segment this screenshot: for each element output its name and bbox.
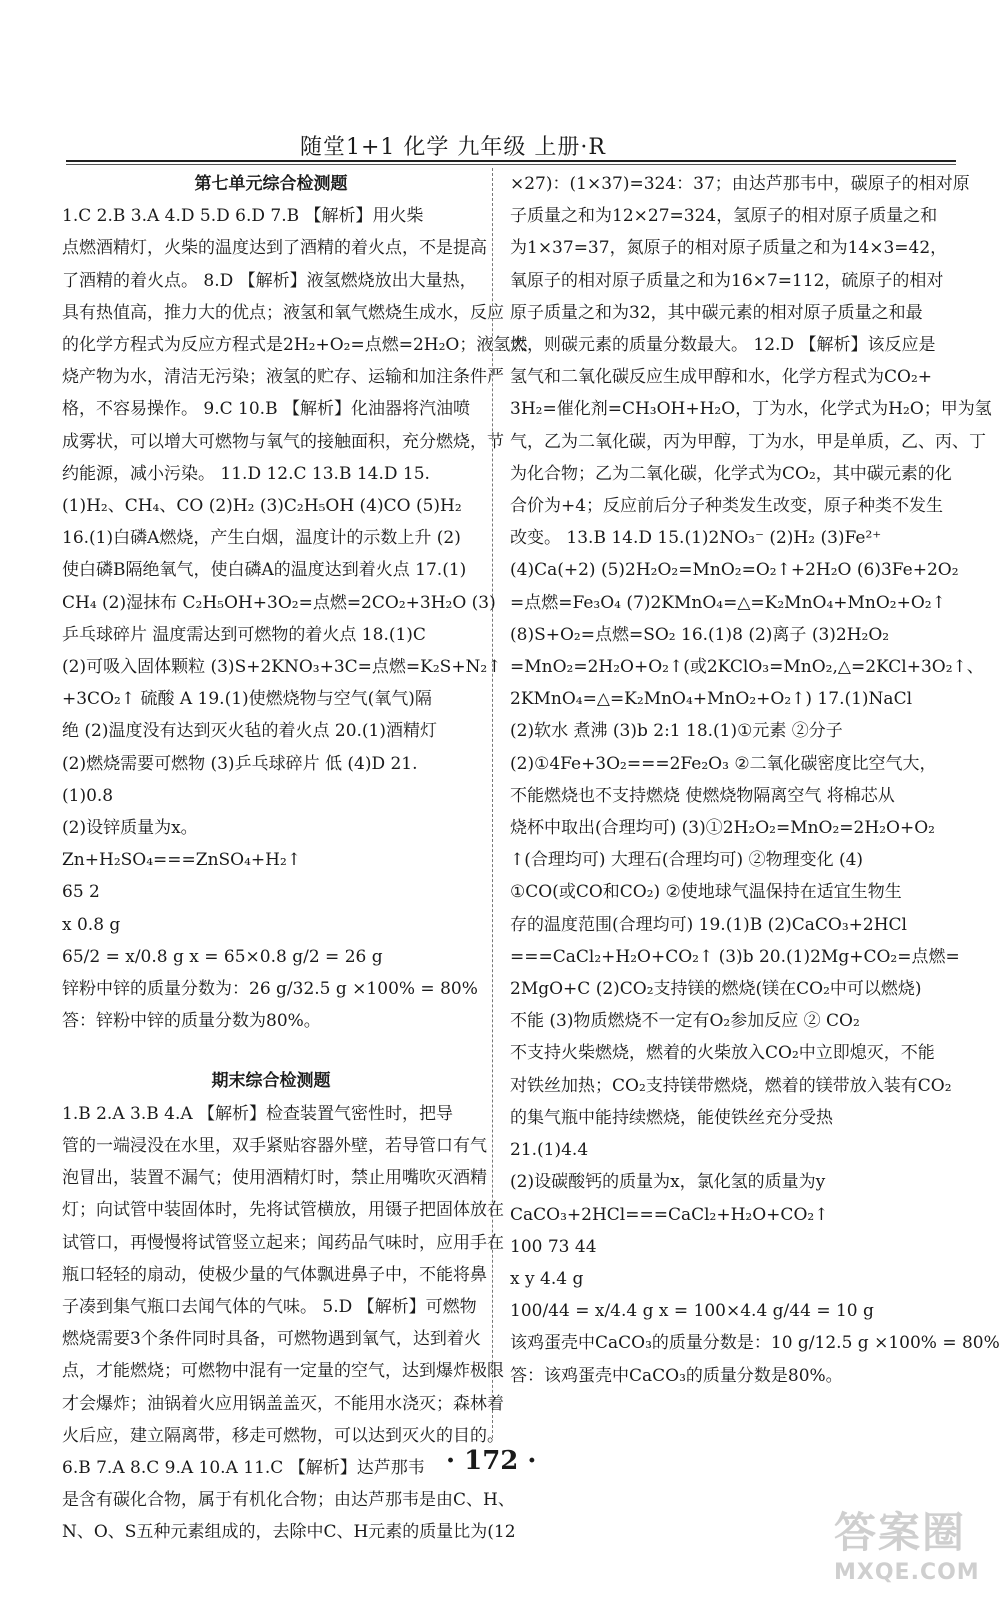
text-line: 原子质量之和为32，其中碳元素的相对原子质量之和最 <box>510 302 923 323</box>
text-line: 不能燃烧也不支持燃烧 使燃烧物隔离空气 将棉芯从 <box>510 785 895 806</box>
text-line: x 0.8 g <box>62 914 121 935</box>
text-line: 子质量之和为12×27=324，氢原子的相对原子质量之和 <box>510 206 938 227</box>
text-line: 2KMnO₄=△=K₂MnO₄+MnO₂+O₂↑) 17.(1)NaCl <box>510 689 913 710</box>
text-line: 存的温度范围(合理均可) 19.(1)B (2)CaCO₃+2HCl <box>510 914 907 935</box>
text-line: 是含有碳化合物，属于有机化合物；由达芦那韦是由C、H、 <box>62 1490 515 1511</box>
page-number: · 172 · <box>446 1446 537 1476</box>
text-line: (2)软水 煮沸 (3)b 2:1 18.(1)①元素 ②分子 <box>510 721 843 742</box>
text-line: (1)0.8 <box>62 785 114 806</box>
text-line: 100/44 = x/4.4 g x = 100×4.4 g/44 = 10 g <box>510 1301 874 1322</box>
text-line: 瓶口轻轻的扇动，使极少量的气体飘进鼻子中，不能将鼻 <box>62 1264 487 1285</box>
text-line: 了酒精的着火点。 8.D 【解析】液氢燃烧放出大量热， <box>62 270 477 291</box>
text-line: 6.B 7.A 8.C 9.A 10.A 11.C 【解析】达芦那韦 <box>62 1457 425 1478</box>
text-line: 为1×37=37，氮原子的相对原子质量之和为14×3=42， <box>510 238 948 259</box>
text-line: 火后应，建立隔离带，移走可燃物，可以达到灭火的目的。 <box>62 1425 504 1446</box>
watermark-url: MXQE.COM <box>834 1560 980 1585</box>
text-line: (4)Ca(+2) (5)2H₂O₂=MnO₂=O₂↑+2H₂O (6)3Fe+2O₂ <box>510 560 959 581</box>
text-line: (2)设锌质量为x。 <box>62 818 198 839</box>
column-divider <box>492 168 493 1438</box>
text-line: 灯；向试管中装固体时，先将试管横放，用镊子把固体放在 <box>62 1200 504 1221</box>
text-line: (2)①4Fe+3O₂===2Fe₂O₃ ②二氧化碳密度比空气大， <box>510 753 937 774</box>
text-line: 不能 (3)物质燃烧不一定有O₂参加反应 ② CO₂ <box>510 1011 860 1032</box>
text-line: ===CaCl₂+H₂O+CO₂↑ (3)b 20.(1)2Mg+CO₂=点燃= <box>510 946 960 967</box>
section-title-final: 期末综合检测题 <box>211 1071 331 1092</box>
text-line: 使白磷B隔绝氧气，使白磷A的温度达到着火点 17.(1) <box>62 560 467 581</box>
header-rule-thin <box>66 164 956 165</box>
text-line: 烧杯中取出(合理均可) (3)①2H₂O₂=MnO₂=2H₂O+O₂ <box>510 818 935 839</box>
text-line: 答：该鸡蛋壳中CaCO₃的质量分数是80%。 <box>510 1365 843 1386</box>
text-line: 的化学方程式为反应方程式是2H₂+O₂=点燃=2H₂O；液氢燃 <box>62 335 528 356</box>
text-line: (8)S+O₂=点燃=SO₂ 16.(1)8 (2)离子 (3)2H₂O₂ <box>510 624 890 645</box>
text-line: 才会爆炸；油锅着火应用锅盖盖灭，不能用水浇灭；森林着 <box>62 1393 504 1414</box>
text-line: =点燃=Fe₃O₄ (7)2KMnO₄=△=K₂MnO₄+MnO₂+O₂↑ <box>510 592 946 613</box>
text-line: 65 2 <box>62 882 100 903</box>
text-line: CaCO₃+2HCl===CaCl₂+H₂O+CO₂↑ <box>510 1204 829 1225</box>
text-line: 不支持火柴燃烧，燃着的火柴放入CO₂中立即熄灭，不能 <box>510 1043 935 1064</box>
text-line: 大，则碳元素的质量分数最大。 12.D 【解析】该反应是 <box>510 335 936 356</box>
text-line: (1)H₂、CH₄、CO (2)H₂ (3)C₂H₅OH (4)CO (5)H₂ <box>62 496 462 517</box>
text-line: +3CO₂↑ 硫酸 A 19.(1)使燃烧物与空气(氧气)隔 <box>62 689 432 710</box>
text-line: 2MgO+C (2)CO₂支持镁的燃烧(镁在CO₂中可以燃烧) <box>510 979 922 1000</box>
text-line: ×27)：(1×37)=324：37；由达芦那韦中，碳原子的相对原 <box>510 174 970 194</box>
text-line: ①CO(或CO和CO₂) ②使地球气温保持在适宜生物生 <box>510 882 902 903</box>
right-column <box>510 168 1000 1392</box>
text-line: 燃烧需要3个条件同时具备，可燃物遇到氧气，达到着火 <box>62 1329 481 1350</box>
text-line: 乒乓球碎片 温度需达到可燃物的着火点 18.(1)C <box>62 624 426 645</box>
text-line: N、O、S五种元素组成的，去除中C、H元素的质量比为(12 <box>62 1522 516 1543</box>
text-line: Zn+H₂SO₄===ZnSO₄+H₂↑ <box>62 850 302 871</box>
text-line: 试管口，再慢慢将试管竖立起来；闻药品气味时，应用手在 <box>62 1232 504 1253</box>
text-line: 点燃酒精灯，火柴的温度达到了酒精的着火点，不是提高 <box>62 238 487 259</box>
text-line: ↑(合理均可) 大理石(合理均可) ②物理变化 (4) <box>510 850 864 871</box>
text-line: 成雾状，可以增大可燃物与氧气的接触面积，充分燃烧，节 <box>62 431 504 452</box>
text-line: 氧原子的相对原子质量之和为16×7=112，硫原子的相对 <box>510 270 944 291</box>
text-line: 合价为+4；反应前后分子种类发生改变，原子种类不发生 <box>510 496 944 517</box>
text-line: 格，不容易操作。 9.C 10.B 【解析】化油器将汽油喷 <box>62 399 470 420</box>
watermark-logo-text: 答案圈 <box>834 1508 967 1557</box>
text-line: 16.(1)白磷A燃烧，产生白烟，温度计的示数上升 (2) <box>62 528 461 549</box>
text-line: 的集气瓶中能持续燃烧，能使铁丝充分受热 <box>510 1107 833 1128</box>
text-line: (2)燃烧需要可燃物 (3)乒乓球碎片 低 (4)D 21. <box>62 753 418 774</box>
text-line: (2)设碳酸钙的质量为x，氯化氢的质量为y <box>510 1172 826 1193</box>
text-line: 1.B 2.A 3.B 4.A 【解析】检查装置气密性时，把导 <box>62 1103 454 1124</box>
text-line: 管的一端浸没在水里，双手紧贴容器外壁，若导管口有气 <box>62 1135 487 1156</box>
text-line: CH₄ (2)湿抹布 C₂H₅OH+3O₂=点燃=2CO₂+3H₂O (3) <box>62 592 496 613</box>
section-title-unit7: 第七单元综合检测题 <box>194 174 348 194</box>
right-column-body <box>510 168 1000 1392</box>
text-line: 烧产物为水，清洁无污染；液氢的贮存、运输和加注条件严 <box>62 367 504 388</box>
text-line: 100 73 44 <box>510 1236 597 1257</box>
text-line: 3H₂=催化剂=CH₃OH+H₂O，丁为水，化学式为H₂O；甲为氢 <box>510 399 992 420</box>
text-line: 氢气和二氧化碳反应生成甲醇和水，化学方程式为CO₂+ <box>510 367 933 388</box>
page-header: 随堂1+1 化学 九年级 上册·R <box>300 135 606 160</box>
header-rule <box>66 160 956 162</box>
section-unit7-body <box>62 200 528 1037</box>
text-line: 21.(1)4.4 <box>510 1140 589 1161</box>
text-line: =MnO₂=2H₂O+O₂↑(或2KClO₃=MnO₂,△=2KCl+3O₂↑、 <box>510 657 984 678</box>
text-line: 子凑到集气瓶口去闻气体的气味。 5.D 【解析】可燃物 <box>62 1296 477 1317</box>
text-line: 改变。 13.B 14.D 15.(1)2NO₃⁻ (2)H₂ (3)Fe²⁺ <box>510 528 882 549</box>
text-line: 该鸡蛋壳中CaCO₃的质量分数是：10 g/12.5 g ×100% = 80% <box>510 1333 1000 1354</box>
text-line: 65/2 = x/0.8 g x = 65×0.8 g/2 = 26 g <box>62 946 383 967</box>
text-line: 为化合物；乙为二氧化碳，化学式为CO₂，其中碳元素的化 <box>510 463 952 484</box>
text-line: 锌粉中锌的质量分数为：26 g/32.5 g ×100% = 80% <box>62 979 478 1000</box>
text-line: 气，乙为二氧化碳，丙为甲醇，丁为水，甲是单质，乙、丙、丁 <box>510 431 986 452</box>
text-line: 绝 (2)温度没有达到灭火毡的着火点 20.(1)酒精灯 <box>62 721 438 742</box>
watermark-logo <box>834 1500 984 1590</box>
text-line: 泡冒出，装置不漏气；使用酒精灯时，禁止用嘴吹灭酒精 <box>62 1168 487 1189</box>
text-line: 具有热值高，推力大的优点；液氢和氧气燃烧生成水，反应 <box>62 302 504 323</box>
text-line: 约能源，减小污染。 11.D 12.C 13.B 14.D 15. <box>62 463 430 484</box>
text-line: 对铁丝加热；CO₂支持镁带燃烧，燃着的镁带放入装有CO₂ <box>510 1075 952 1096</box>
text-line: 答：锌粉中锌的质量分数为80%。 <box>62 1011 321 1032</box>
text-line: x y 4.4 g <box>510 1268 584 1289</box>
text-line: (2)可吸入固体颗粒 (3)S+2KNO₃+3C=点燃=K₂S+N₂↑ <box>62 657 502 678</box>
text-line: 点，才能燃烧；可燃物中混有一定量的空气，达到爆炸极限 <box>62 1361 504 1382</box>
text-line: 1.C 2.B 3.A 4.D 5.D 6.D 7.B 【解析】用火柴 <box>62 206 424 227</box>
